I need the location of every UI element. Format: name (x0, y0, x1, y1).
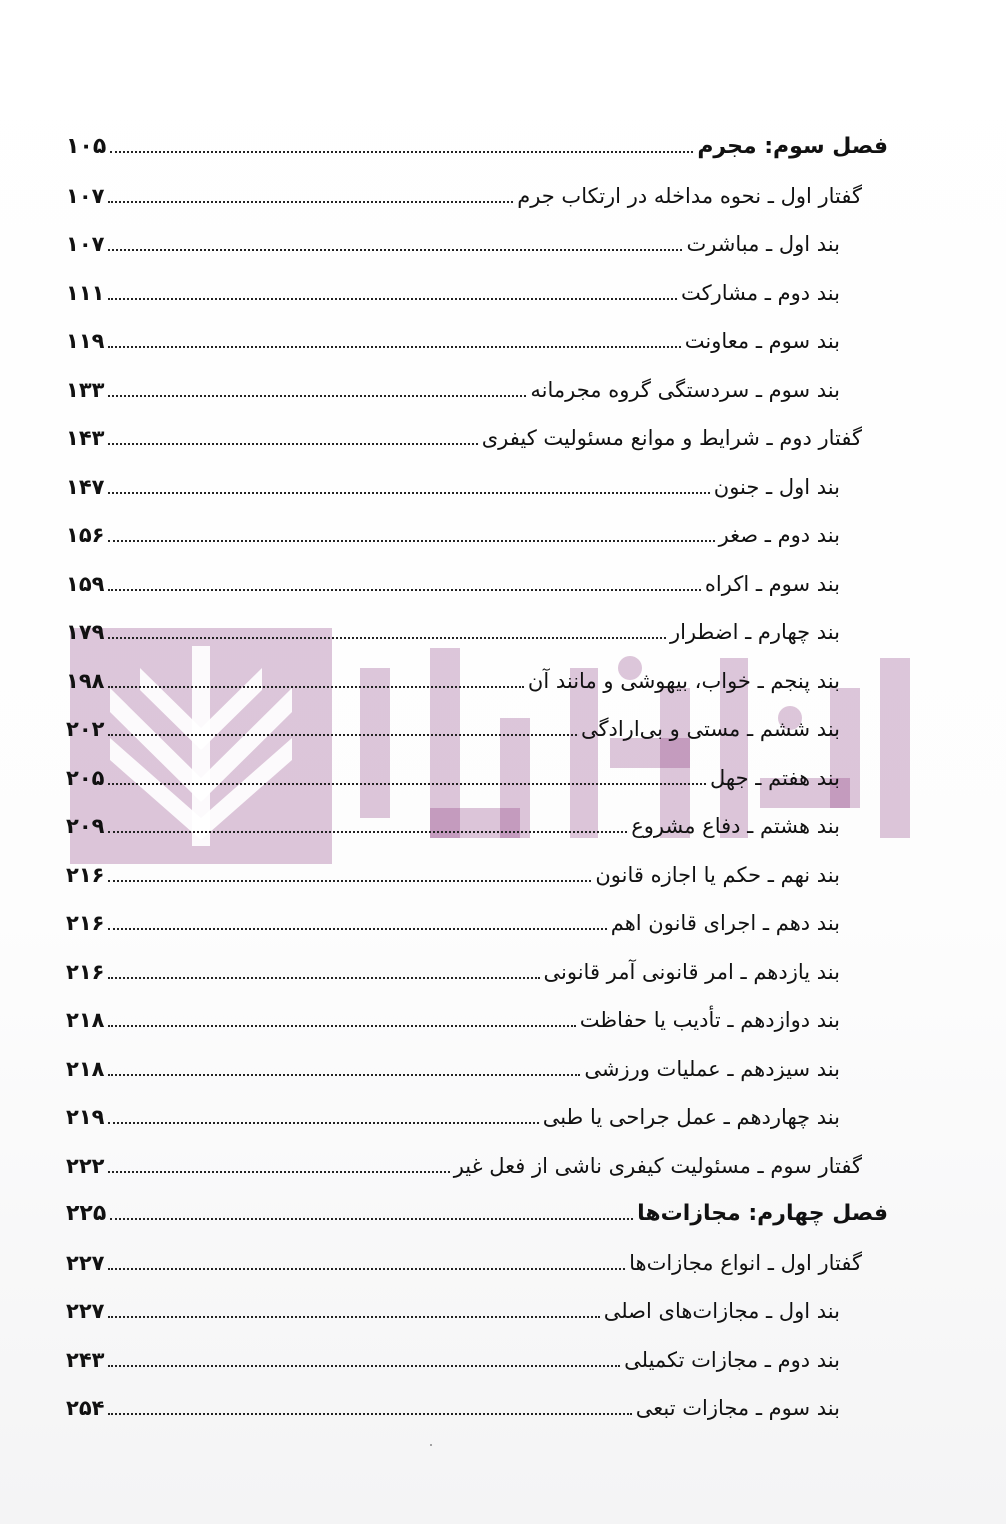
dot-leader (108, 977, 539, 979)
toc-entry-row (66, 268, 888, 317)
toc-entry-row (66, 995, 888, 1044)
toc-entry-title: بند هفتم ـ جهل (710, 765, 840, 790)
toc-page-number: ۲۲۵ (66, 1201, 107, 1226)
dot-leader (108, 589, 700, 591)
toc-page-number: ۱۰۷ (66, 183, 105, 208)
toc-page-number: ۲۱۹ (66, 1105, 105, 1129)
toc-page-number: ۲۲۷ (66, 1250, 105, 1275)
toc-page-number: ۲۴۳ (66, 1347, 105, 1372)
toc-entry-row (66, 607, 888, 656)
dot-leader (110, 151, 693, 153)
toc-entry-title: بند سیزدهم ـ عملیات ورزشی (584, 1056, 840, 1081)
dot-leader (108, 783, 706, 785)
dot-leader (108, 346, 680, 348)
toc-entry-title: بند سوم ـ اکراه (704, 571, 840, 596)
toc-page-number: ۲۱۶ (66, 959, 105, 984)
dot-leader (108, 1074, 580, 1076)
toc-entry-title: بند دوم ـ مجازات تکمیلی (624, 1347, 840, 1372)
toc-entry-title: فصل چهارم: مجازات‌ها (637, 1201, 888, 1226)
toc-entry-row (66, 850, 888, 899)
page-speck (430, 1444, 432, 1446)
toc-entry-title: بند چهارم ـ اضطرار (669, 620, 840, 644)
toc-page-number: ۲۱۸ (66, 1008, 105, 1032)
dot-leader (108, 395, 526, 397)
dot-leader (108, 443, 477, 445)
dot-leader (110, 1218, 633, 1220)
dot-leader (108, 249, 682, 251)
toc-entry-row (66, 1383, 888, 1432)
toc-page-number: ۱۵۶ (66, 523, 105, 547)
dot-leader (108, 928, 606, 930)
toc-entry-row (66, 1044, 888, 1093)
toc-entry-title: بند ششم ـ مستی و بی‌ارادگی (580, 717, 840, 741)
dot-leader (108, 1122, 538, 1124)
toc-page-number: ۲۵۴ (66, 1396, 105, 1420)
toc-entry-row (66, 947, 888, 996)
toc-page-number: ۱۷۹ (66, 620, 105, 644)
toc-page-number: ۲۱۶ (66, 862, 105, 887)
toc-page-number: ۱۰۷ (66, 232, 105, 256)
toc-entry-row (66, 656, 888, 705)
toc-entry-title: گفتار دوم ـ شرایط و موانع مسئولیت کیفری (481, 426, 862, 450)
toc-page-number: ۲۰۲ (66, 717, 105, 741)
toc-entry-row (66, 1141, 888, 1190)
toc-entry-row (66, 1286, 888, 1335)
dot-leader (108, 734, 577, 736)
toc-page-number: ۱۴۷ (66, 474, 105, 499)
toc-entry-title: بند اول ـ مجازات‌های اصلی (603, 1299, 840, 1323)
toc-page-number: ۲۲۷ (66, 1299, 105, 1323)
toc-entry-title: بند پنجم ـ خواب، بیهوشی و مانند آن (527, 668, 840, 693)
toc-page-number: ۱۴۳ (66, 426, 105, 450)
toc-page-number: ۱۳۳ (66, 377, 105, 402)
dot-leader (108, 1365, 620, 1367)
toc-entry-title: بند اول ـ جنون (713, 474, 840, 499)
toc-page-number: ۱۹۸ (66, 668, 105, 693)
toc-entry-title: گفتار سوم ـ مسئولیت کیفری ناشی از فعل غیر (453, 1153, 862, 1178)
toc-entry-row (66, 898, 888, 947)
toc-entry-title: بند اول ـ مباشرت (686, 232, 840, 256)
toc-entry-title: بند دوم ـ صغر (718, 523, 840, 547)
toc-page-number: ۱۱۹ (66, 329, 105, 353)
toc-entry-title: بند سوم ـ مجازات تبعی (635, 1396, 840, 1420)
toc-page-number: ۲۲۲ (66, 1153, 105, 1178)
dot-leader (108, 492, 709, 494)
toc-entry-title: گفتار اول ـ انواع مجازات‌ها (629, 1250, 862, 1275)
toc-page-number: ۱۰۵ (66, 134, 107, 159)
toc-entry-row (66, 801, 888, 850)
toc-page-number: ۲۰۵ (66, 765, 105, 790)
dot-leader (108, 637, 666, 639)
toc-entry-row (66, 1092, 888, 1141)
toc-page-number: ۲۰۹ (66, 814, 105, 838)
toc-entry-row (66, 365, 888, 414)
dot-leader (108, 1171, 449, 1173)
toc-entry-row (66, 219, 888, 268)
toc-page-number: ۲۱۸ (66, 1056, 105, 1081)
toc-entry-row (66, 316, 888, 365)
dot-leader (108, 201, 513, 203)
toc-page-number: ۱۵۹ (66, 571, 105, 596)
toc-entry-row (66, 1335, 888, 1384)
dot-leader (108, 298, 677, 300)
toc-entry-row (66, 753, 888, 802)
toc-entry-title: بند دوم ـ مشارکت (680, 280, 840, 305)
toc-entry-title: فصل سوم: مجرم (697, 134, 888, 159)
toc-entry-title: بند هشتم ـ دفاع مشروع (631, 814, 840, 838)
toc-entry-title: بند چهاردهم ـ عمل جراحی یا طبی (542, 1105, 840, 1129)
dot-leader (108, 540, 714, 542)
toc-entry-title: بند سوم ـ سردستگی گروه مجرمانه (530, 377, 840, 402)
dot-leader (108, 1268, 625, 1270)
toc-chapter-row (66, 1189, 888, 1238)
toc-entry-title: بند نهم ـ حکم یا اجازه قانون (595, 862, 840, 887)
toc-entry-title: بند دوازدهم ـ تأدیب یا حفاظت (579, 1008, 840, 1032)
dot-leader (108, 880, 591, 882)
toc-entry-title: بند یازدهم ـ امر قانونی آمر قانونی (543, 959, 840, 984)
toc-entry-title: بند سوم ـ معاونت (684, 329, 840, 353)
dot-leader (108, 1413, 631, 1415)
toc-entry-row (66, 559, 888, 608)
toc-entry-row (66, 1238, 888, 1287)
toc-entry-title: بند دهم ـ اجرای قانون اهم (610, 911, 840, 935)
dot-leader (108, 1025, 575, 1027)
dot-leader (108, 686, 523, 688)
toc-entry-row (66, 171, 888, 220)
dot-leader (108, 831, 627, 833)
table-of-contents (66, 122, 888, 1432)
toc-chapter-row (66, 122, 888, 171)
toc-page-number: ۲۱۶ (66, 911, 105, 935)
toc-page-number: ۱۱۱ (66, 280, 105, 305)
toc-entry-row (66, 413, 888, 462)
toc-entry-row (66, 704, 888, 753)
toc-entry-title: گفتار اول ـ نحوه مداخله در ارتکاب جرم (517, 183, 862, 208)
toc-entry-row (66, 510, 888, 559)
dot-leader (108, 1316, 599, 1318)
toc-entry-row (66, 462, 888, 511)
